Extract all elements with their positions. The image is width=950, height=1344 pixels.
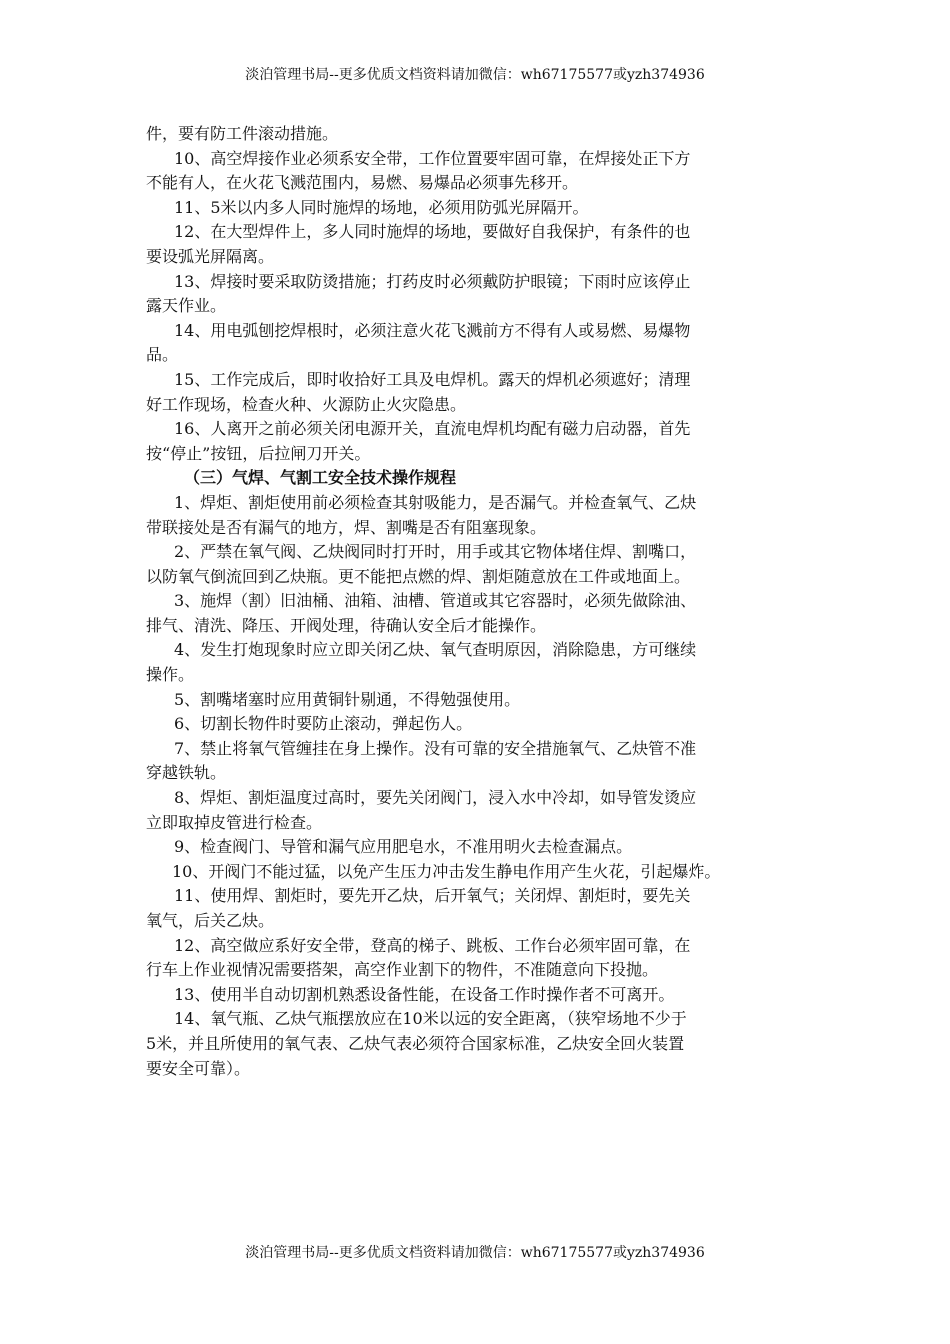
text-line: 11、使用焊、割炬时，要先开乙炔，后开氧气；关闭焊、割炬时，要先关 — [174, 886, 691, 906]
text-line: 要设弧光屏隔离。 — [146, 246, 275, 266]
page-header: 淡泊管理书局--更多优质文档资料请加微信：wh67175577或yzh374936 — [245, 67, 705, 83]
text-line: 按“停止”按钮，后拉闸刀开关。 — [146, 443, 371, 463]
text-line: 14、用电弧刨挖焊根时，必须注意火花飞溅前方不得有人或易燃、易爆物 — [174, 320, 691, 340]
text-line: 12、高空做应系好安全带，登高的梯子、跳板、工作台必须牢固可靠，在 — [174, 935, 691, 955]
text-line: 好工作现场，检查火种、火源防止火灾隐患。 — [146, 394, 467, 414]
text-line: 5、割嘴堵塞时应用黄铜针剔通，不得勉强使用。 — [174, 689, 521, 709]
text-line: 8、焊炬、割炬温度过高时，要先关闭阀门，浸入水中冷却，如导管发烫应 — [174, 788, 697, 808]
text-line: 带联接处是否有漏气的地方，焊、割嘴是否有阻塞现象。 — [146, 517, 547, 537]
text-line: 2、严禁在氧气阀、乙炔阀同时打开时，用手或其它物体堵住焊、割嘴口， — [174, 542, 697, 562]
text-line: 行车上作业视情况需要搭架，高空作业割下的物件，不准随意向下投抛。 — [146, 960, 659, 980]
text-line: 16、人离开之前必须关闭电源开关，直流电焊机均配有磁力启动器，首先 — [174, 419, 691, 439]
text-line: 7、禁止将氧气管缠挂在身上操作。没有可靠的安全措施氧气、乙炔管不准 — [174, 738, 697, 758]
text-line: 6、切割长物件时要防止滚动，弹起伤人。 — [174, 714, 473, 734]
text-line: 操作。 — [146, 665, 195, 685]
text-line: 穿越铁轨。 — [146, 763, 227, 783]
text-line: 15、工作完成后，即时收拾好工具及电焊机。露天的焊机必须遮好；清理 — [174, 369, 691, 389]
text-line: 9、检查阀门、导管和漏气应用肥皂水，不准用明火去检查漏点。 — [174, 837, 633, 857]
text-line: 露天作业。 — [146, 296, 227, 316]
section-heading: （三）气焊、气割工安全技术操作规程 — [184, 468, 457, 488]
text-line: 品。 — [146, 345, 179, 365]
text-line: 4、发生打炮现象时应立即关闭乙炔、氧气查明原因，消除隐患，方可继续 — [174, 640, 697, 660]
text-line: 氧气，后关乙炔。 — [146, 911, 275, 930]
document-body — [146, 122, 810, 1081]
text-line: 以防氧气倒流回到乙炔瓶。更不能把点燃的焊、割炬随意放在工件或地面上。 — [146, 566, 691, 586]
text-line: 13、使用半自动切割机熟悉设备性能，在设备工作时操作者不可离开。 — [174, 984, 675, 1004]
text-line: 排气、清洗、降压、开阀处理，待确认安全后才能操作。 — [146, 615, 547, 635]
text-line: 立即取掉皮管进行检查。 — [146, 812, 323, 832]
text-line: 10、开阀门不能过猛，以免产生压力冲击发生静电作用产生火花，引起爆炸。 — [172, 861, 721, 881]
page-footer: 淡泊管理书局--更多优质文档资料请加微信：wh67175577或yzh374936 — [245, 1245, 705, 1261]
text-line: 件，要有防工件滚动措施。 — [146, 124, 339, 143]
text-line: 13、焊接时要采取防烫措施；打药皮时必须戴防护眼镜；下雨时应该停止 — [174, 271, 691, 291]
text-line: 1、焊炬、割炬使用前必须检查其射吸能力，是否漏气。并检查氧气、乙炔 — [174, 492, 697, 512]
text-line: 14、氧气瓶、乙炔气瓶摆放应在10米以远的安全距离，（狭窄场地不少于 — [174, 1009, 687, 1029]
text-line: 11、5米以内多人同时施焊的场地，必须用防弧光屏隔开。 — [174, 197, 589, 217]
text-line: 要安全可靠）。 — [146, 1058, 251, 1078]
text-line: 3、施焊（割）旧油桶、油箱、油槽、管道或其它容器时，必须先做除油、 — [174, 591, 697, 611]
text-line: 12、在大型焊件上，多人同时施焊的场地，要做好自我保护，有条件的也 — [174, 222, 691, 242]
text-line: 10、高空焊接作业必须系安全带，工作位置要牢固可靠，在焊接处正下方 — [174, 148, 691, 168]
text-line: 5米，并且所使用的氧气表、乙炔气表必须符合国家标准，乙炔安全回火装置 — [146, 1033, 685, 1053]
text-line: 不能有人，在火花飞溅范围内，易燃、易爆品必须事先移开。 — [146, 173, 579, 193]
